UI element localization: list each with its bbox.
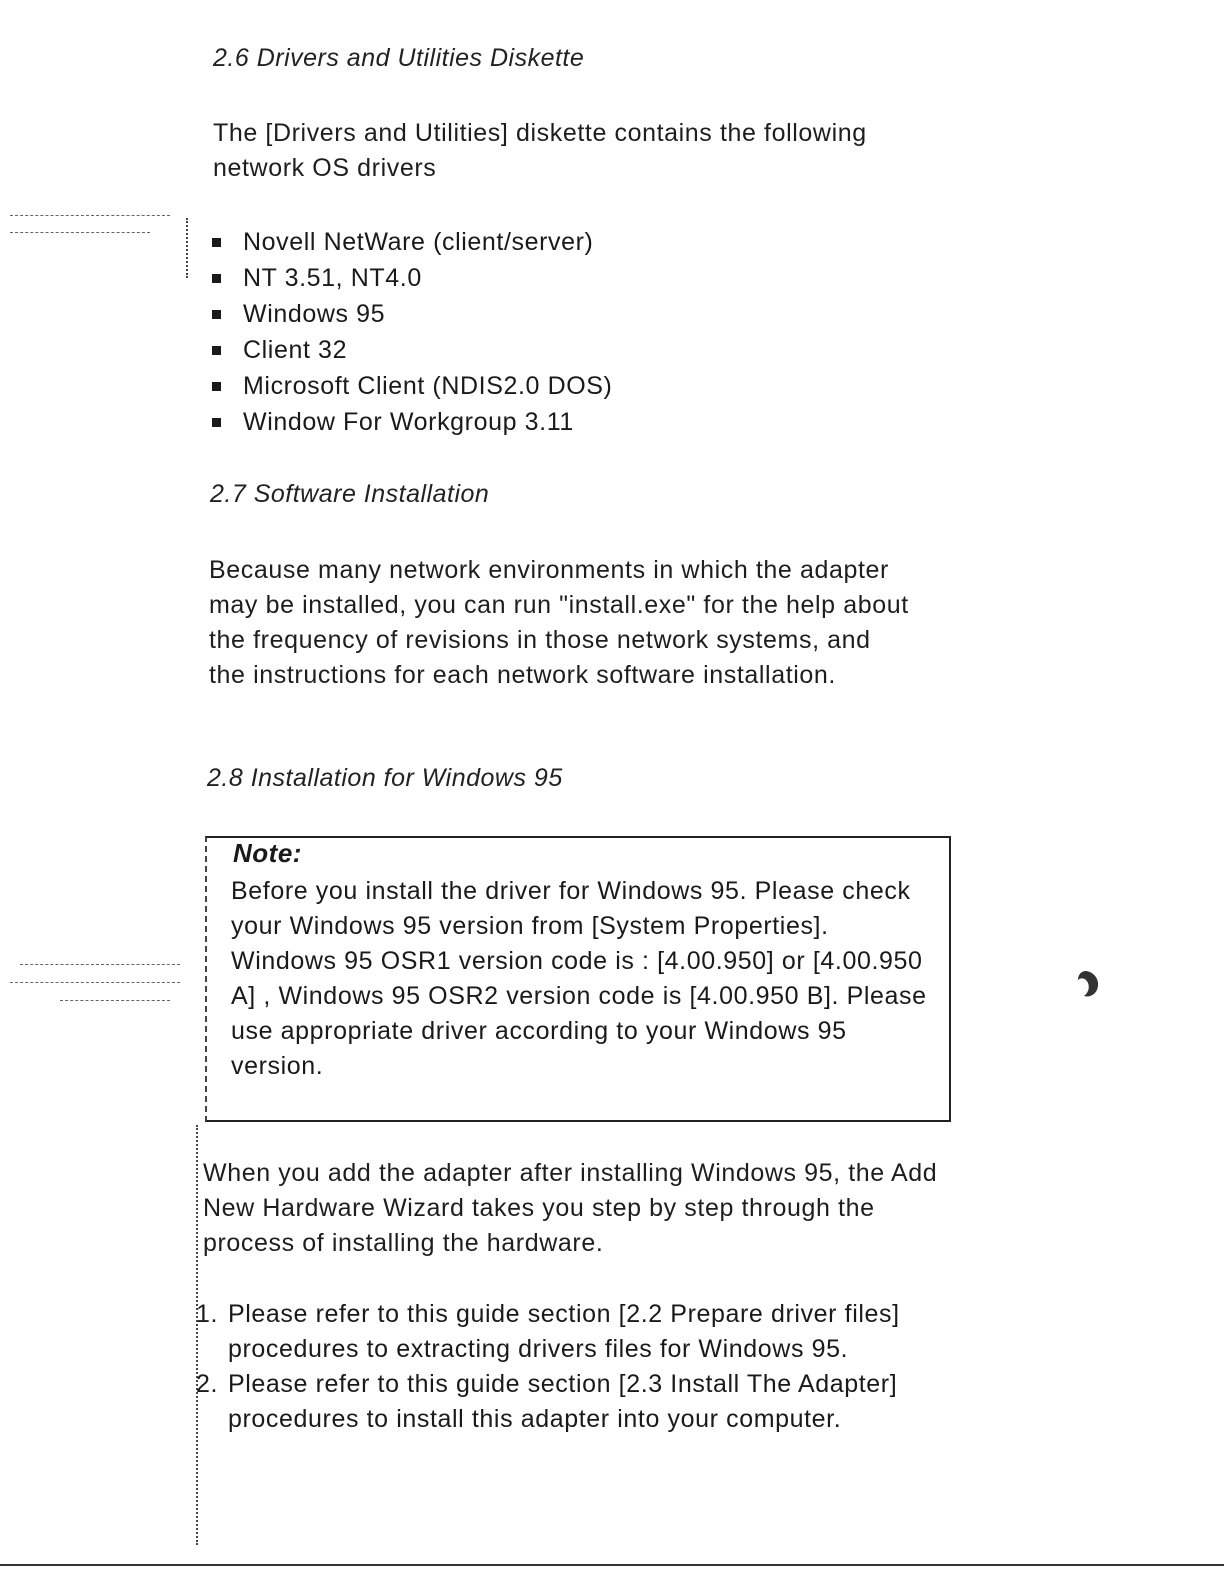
scan-blot-icon <box>1074 969 1100 999</box>
list-item <box>212 332 612 368</box>
drivers-intro: The [Drivers and Utilities] diskette contains the following network OS drivers <box>213 119 867 182</box>
page-bottom-rule <box>0 1564 1224 1566</box>
note-title: Note: <box>233 838 302 868</box>
win95-body: When you add the adapter after installing Windows 95, the Add New Hardware Wizard takes you step by step through the process of installing the hardware. <box>203 1159 938 1257</box>
step-number: 1. <box>196 1300 219 1328</box>
bullet-icon <box>212 382 221 391</box>
bullet-icon <box>212 238 221 247</box>
list-item <box>212 260 612 296</box>
list-item-label: Windows 95 <box>243 300 386 328</box>
bullet-icon <box>212 310 221 319</box>
list-item-label: Novell NetWare (client/server) <box>243 228 594 256</box>
scan-mark <box>60 1000 170 1001</box>
step-text: Please refer to this guide section [2.3 Install The Adapter] procedures to install this adapter into your computer. <box>228 1370 898 1433</box>
list-item-label: Window For Workgroup 3.11 <box>243 408 574 436</box>
step-text: Please refer to this guide section [2.2 Prepare driver files] procedures to extracting drivers files for Windows 95. <box>228 1300 900 1363</box>
list-item-label: Microsoft Client (NDIS2.0 DOS) <box>243 372 613 400</box>
software-body: Because many network environments in which the adapter may be installed, you can run "install.exe" for the help about the frequency of revisions in those network systems, and the instructions for each network software installation. <box>209 556 909 689</box>
install-steps <box>196 1297 956 1437</box>
scan-mark <box>10 232 150 233</box>
section-heading-drivers: 2.6 Drivers and Utilities Diskette <box>213 44 585 72</box>
bullet-icon <box>212 418 221 427</box>
list-item <box>212 224 612 260</box>
list-item <box>196 1297 956 1367</box>
section-heading-software: 2.7 Software Installation <box>210 480 490 508</box>
margin-rule <box>186 218 188 278</box>
scan-mark <box>20 964 180 965</box>
note-box <box>205 836 951 1122</box>
list-item <box>212 296 612 332</box>
list-item-label: NT 3.51, NT4.0 <box>243 264 422 292</box>
step-number: 2. <box>196 1370 219 1398</box>
bullet-icon <box>212 346 221 355</box>
list-item <box>212 404 612 440</box>
list-item-label: Client 32 <box>243 336 348 364</box>
list-item <box>212 368 612 404</box>
driver-list <box>212 224 612 440</box>
note-text: Before you install the driver for Windows 95. Please check your Windows 95 version from [System Properties]. Windows 95 OSR1 version code is : [4.00.950] or [4.00.950 A] , Windows 95 OSR2 version code is [4.00.950 B]. Please use appropriate driver according to your Windows 95 version. <box>231 877 927 1080</box>
section-heading-win95: 2.8 Installation for Windows 95 <box>207 764 563 792</box>
scan-mark <box>10 982 180 983</box>
scan-mark <box>10 215 170 216</box>
list-item <box>196 1367 956 1437</box>
bullet-icon <box>212 274 221 283</box>
